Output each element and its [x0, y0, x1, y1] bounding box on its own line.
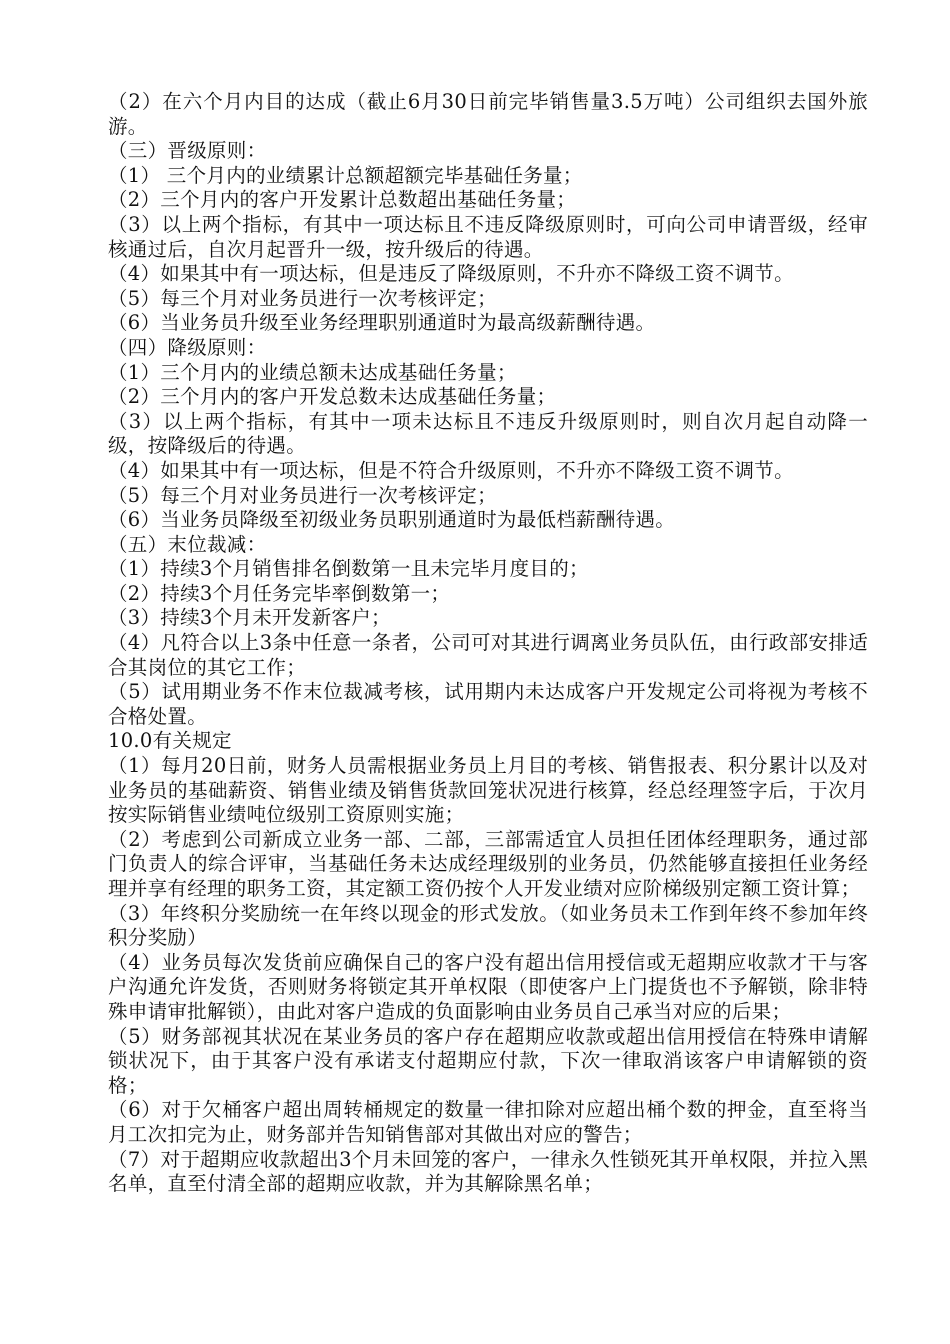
promotion-rule-4: （4）如果其中有一项达标，但是违反了降级原则，不升亦不降级工资不调节。 — [108, 262, 794, 286]
regulation-7: （7）对于超期应收款超出3个月未回笼的客户，一律永久性锁死其开单权限，并拉入黑名单，直至付清全部的超期应收款，并为其解除黑名单； — [108, 1147, 868, 1196]
elimination-rule-3: （3）持续3个月未开发新客户； — [108, 606, 391, 630]
demotion-rule-4: （4）如果其中有一项达标，但是不符合升级原则，不升亦不降级工资不调节。 — [108, 458, 794, 482]
elimination-rule-5: （5）试用期业务不作末位裁减考核，试用期内未达成客户开发规定公司将视为考核不合格处置。 — [108, 680, 868, 728]
promotion-rule-3: （3）以上两个指标，有其中一项达标且不违反降级原则时，可向公司申请晋级，经审核通过后，自次月起晋升一级，按升级后的待遇。 — [108, 212, 868, 261]
regulation-1: （1）每月20日前，财务人员需根据业务员上月目的考核、销售报表、积分累计以及对业务员的基础薪资、销售业绩及销售货款回笼状况进行核算，经总经理签字后，于次月按实际销售业绩吨位级别工资原则实施； — [108, 754, 868, 827]
demotion-rule-1: （1）三个月内的业绩总额未达成基础任务量； — [108, 360, 517, 384]
regulation-3: （3）年终积分奖励统一在年终以现金的形式发放。（如业务员未工作到年终不参加年终积分奖励） — [108, 901, 868, 950]
regulation-6: （6）对于欠桶客户超出周转桶规定的数量一律扣除对应超出桶个数的押金，直至将当月工次扣完为止，财务部并告知销售部对其做出对应的警告； — [108, 1098, 868, 1146]
elimination-rule-4: （4）凡符合以上3条中任意一条者，公司可对其进行调离业务员队伍，由行政部安排适合其岗位的其它工作； — [108, 631, 868, 679]
document-page — [108, 90, 868, 1197]
regulation-2: （2）考虑到公司新成立业务一部、二部，三部需适宜人员担任团体经理职务，通过部门负责人的综合评审，当基础任务未达成经理级别的业务员，仍然能够直接担任业务经理并享有经理的职务工资，其定额工资仍按个人开发业绩对应阶梯级别定额工资计算； — [108, 827, 868, 900]
promotion-rule-5: （5）每三个月对业务员进行一次考核评定； — [108, 286, 497, 310]
demotion-rule-2: （2）三个月内的客户开发总数未达成基础任务量； — [108, 385, 557, 409]
section-heading-demotion: （四）降级原则： — [108, 335, 267, 359]
section-heading-elimination: （五）末位裁减： — [108, 532, 267, 556]
promotion-rule-6: （6）当业务员升级至业务经理职别通道时为最高级薪酬待遇。 — [108, 311, 656, 335]
promotion-rule-2: （2）三个月内的客户开发累计总数超出基础任务量； — [108, 188, 577, 212]
demotion-rule-6: （6）当业务员降级至初级业务员职别通道时为最低档薪酬待遇。 — [108, 508, 676, 532]
paragraph-travel-incentive: （2）在六个月内目的达成（截止6月30日前完毕销售量3.5万吨）公司组织去国外旅游。 — [108, 90, 868, 138]
elimination-rule-1: （1）持续3个月销售排名倒数第一且未完毕月度目的； — [108, 557, 589, 581]
regulation-5: （5）财务部视其状况在某业务员的客户存在超期应收款或超出信用授信在特殊申请解锁状况下，由于其客户没有承诺支付超期应付款，下次一律取消该客户申请解锁的资格； — [108, 1024, 868, 1097]
section-heading-promotion: （三）晋级原则： — [108, 139, 267, 163]
demotion-rule-3: （3）以上两个指标，有其中一项未达标且不违反升级原则时，则自次月起自动降一级，按降级后的待遇。 — [108, 409, 868, 458]
section-heading-regulations: 10.0有关规定 — [108, 729, 232, 753]
elimination-rule-2: （2）持续3个月任务完毕率倒数第一； — [108, 581, 451, 605]
demotion-rule-5: （5）每三个月对业务员进行一次考核评定； — [108, 483, 497, 507]
promotion-rule-1: （1） 三个月内的业绩累计总额超额完毕基础任务量； — [108, 163, 583, 187]
regulation-4: （4）业务员每次发货前应确保自己的客户没有超出信用授信或无超期应收款才干与客户沟通允许发货，否则财务将锁定其开单权限（即使客户上门提货也不予解锁，除非特殊申请审批解锁），由此对客户造成的负面影响由业务员自己承当对应的后果； — [108, 950, 868, 1023]
